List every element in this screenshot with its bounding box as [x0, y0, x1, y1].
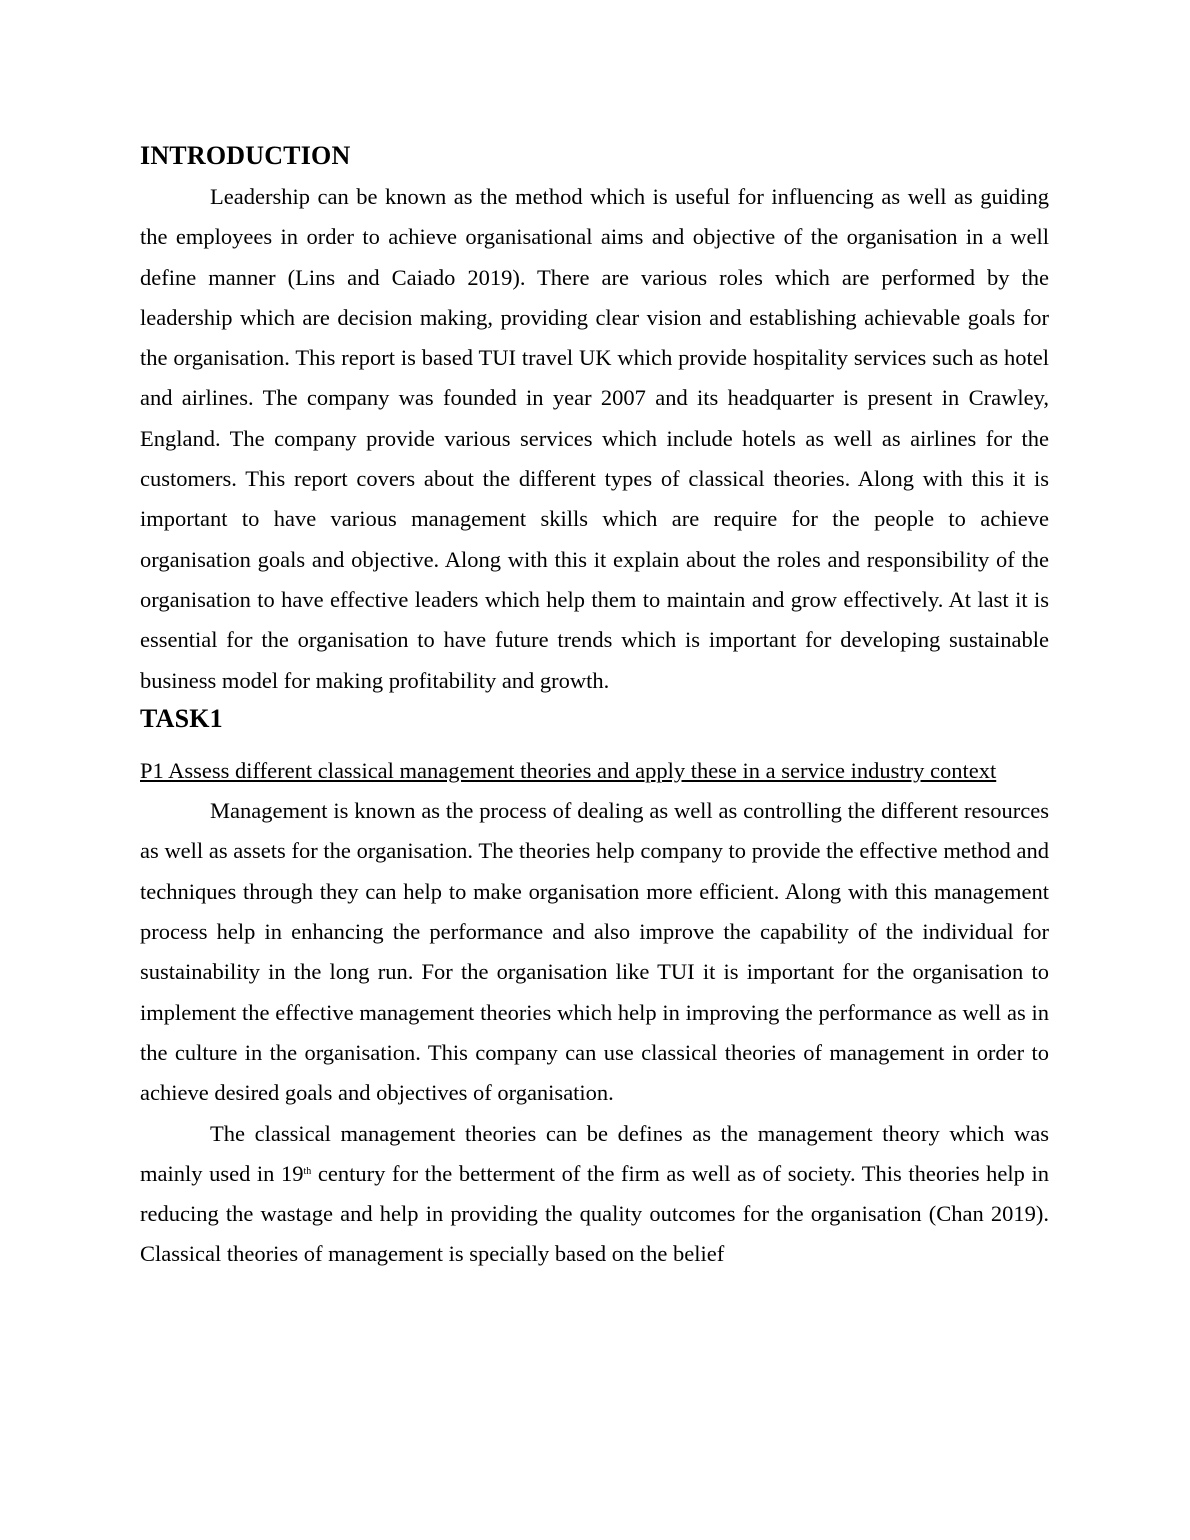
task1-paragraph-1: Management is known as the process of dealing as well as controlling the different resources as well as assets for the organisation. The theories help company to provide the effective method and techniques through they can help to make organisation more efficient. Along with this management process help in enhancing the performance and also improve the capability of the individual for sustainability in the long run. For the organisation like TUI it is important for the organisation to implement the effective management theories which help in improving the performance as well as in the culture in the organisation. This company can use classical theories of management in order to achieve desired goals and objectives of organisation. [140, 798, 1049, 1106]
task1-subtitle: P1 Assess different classical management theories and apply these in a service industry context [140, 757, 997, 783]
document-page [140, 138, 1049, 1275]
task1-paragraph-2 [140, 1114, 1049, 1275]
paragraph-2-text-end: century for the betterment of the firm as well as of society. This theories help in reducing the wastage and help in providing the quality outcomes for the organisation (Chan 2019). Classical theories of management is specially based on the belief [140, 1160, 1050, 1267]
ordinal-superscript: th [303, 1165, 312, 1177]
paragraph-2-text-start: The classical management theories can be defines as the management theory which was mainly used in 19 [140, 1120, 1049, 1186]
introduction-paragraph: Leadership can be known as the method which is useful for influencing as well as guiding the employees in order to achieve organisational aims and objective of the organisation in a well define manner (Lins and Caiado 2019). There are various roles which are performed by the leadership which are decision making, providing clear vision and establishing achievable goals for the organisation. This report is based TUI travel UK which provide hospitality services such as hotel and airlines. The company was founded in year 2007 and its headquarter is present in Crawley, England. The company provide various services which include hotels as well as airlines for the customers. This report covers about the different types of classical theories. Along with this it is important to have various management skills which are require for the people to achieve organisation goals and objective. Along with this it explain about the roles and responsibility of the organisation to have effective leaders which help them to maintain and grow effectively. At last it is essential for the organisation to have future trends which is important for developing sustainable business model for making profitability and growth. [140, 184, 1049, 693]
task1-heading: TASK1 [140, 703, 223, 733]
introduction-heading: INTRODUCTION [140, 141, 351, 170]
